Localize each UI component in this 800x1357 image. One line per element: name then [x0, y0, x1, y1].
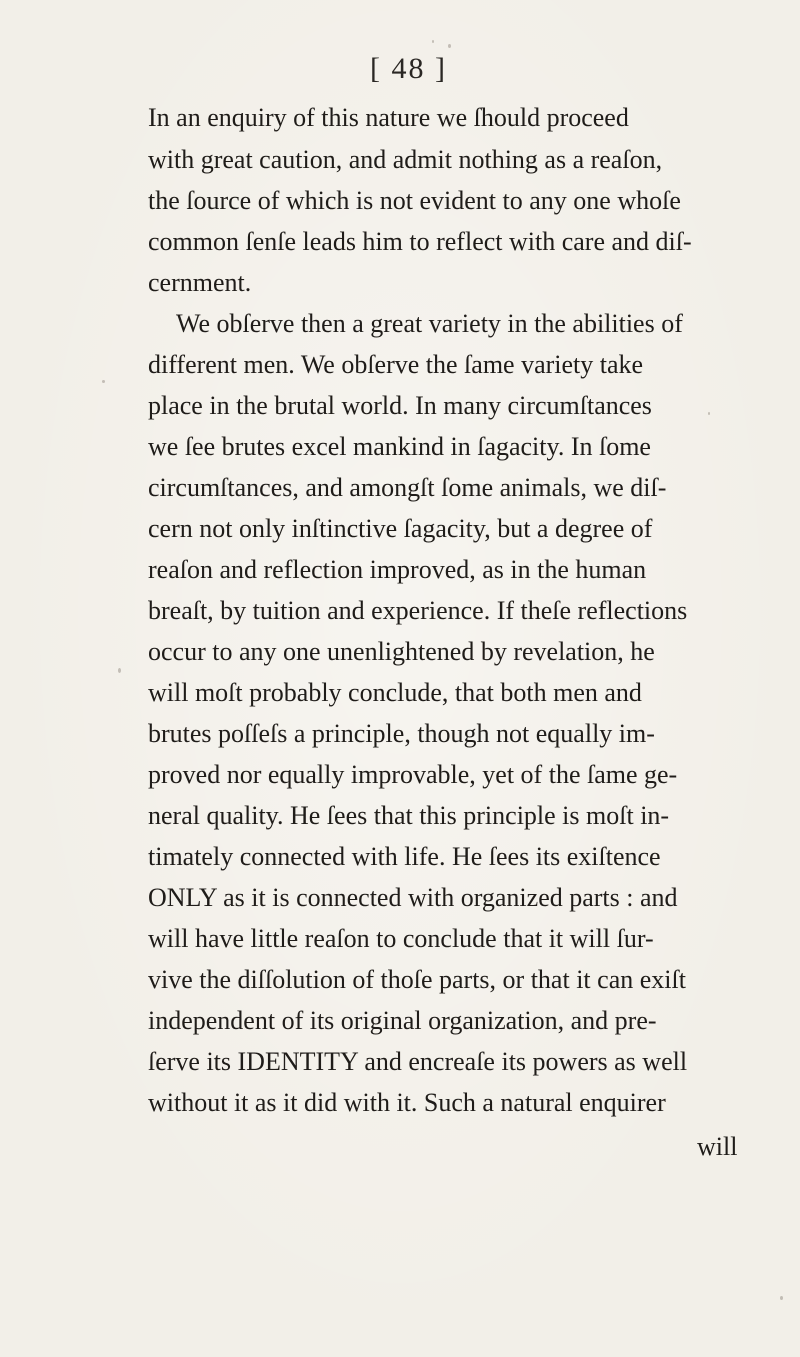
- text-line: independent of its original organization, and pre-: [148, 1006, 657, 1035]
- text-line: common ſenſe leads him to reflect with care and diſ-: [148, 227, 692, 256]
- text-line: breaſt, by tuition and experience. If theſe reflections: [148, 596, 688, 625]
- text-line: will moſt probably conclude, that both men and: [148, 678, 642, 707]
- paper-speck: [432, 40, 434, 43]
- page-number: [ 48 ]: [370, 52, 447, 85]
- text-line: proved nor equally improvable, yet of the ſame ge-: [148, 760, 678, 789]
- paper-speck: [448, 44, 451, 48]
- text-line: we ſee brutes excel mankind in ſagacity. In ſome: [148, 432, 651, 461]
- text-line: vive the diſſolution of thoſe parts, or that it can exiſt: [148, 965, 686, 994]
- text-line: will have little reaſon to conclude that it will ſur-: [148, 924, 654, 953]
- text-line: different men. We obſerve the ſame variety take: [148, 350, 644, 379]
- text-line: ONLY as it is connected with organized parts : and: [148, 883, 678, 912]
- text-line: without it as it did with it. Such a natural enquirer: [148, 1088, 666, 1117]
- text-line: with great caution, and admit nothing as a reaſon,: [148, 145, 663, 174]
- catchword: will: [697, 1132, 738, 1161]
- text-line: neral quality. He ſees that this principle is moſt in-: [148, 801, 670, 830]
- paper-speck: [780, 1296, 783, 1300]
- text-line: cernment.: [148, 268, 252, 297]
- text-line: the ſource of which is not evident to any one whoſe: [148, 186, 681, 215]
- text-line: ſerve its IDENTITY and encreaſe its powers as well: [148, 1047, 688, 1076]
- text-line: timately connected with life. He ſees its exiſtence: [148, 842, 661, 871]
- paper-speck: [708, 412, 710, 415]
- text-line: brutes poſſeſs a principle, though not equally im-: [148, 719, 655, 748]
- text-line: We obſerve then a great variety in the abilities of: [176, 309, 683, 338]
- text-line: occur to any one unenlightened by revelation, he: [148, 637, 655, 666]
- text-line: circumſtances, and amongſt ſome animals, we diſ-: [148, 473, 667, 502]
- paper-speck: [102, 380, 105, 383]
- text-line: reaſon and reflection improved, as in the human: [148, 555, 647, 584]
- paper-speck: [118, 668, 121, 673]
- text-line: place in the brutal world. In many circumſtances: [148, 391, 652, 420]
- text-line: In an enquiry of this nature we ſhould proceed: [148, 103, 629, 132]
- text-line: cern not only inſtinctive ſagacity, but a degree of: [148, 514, 653, 543]
